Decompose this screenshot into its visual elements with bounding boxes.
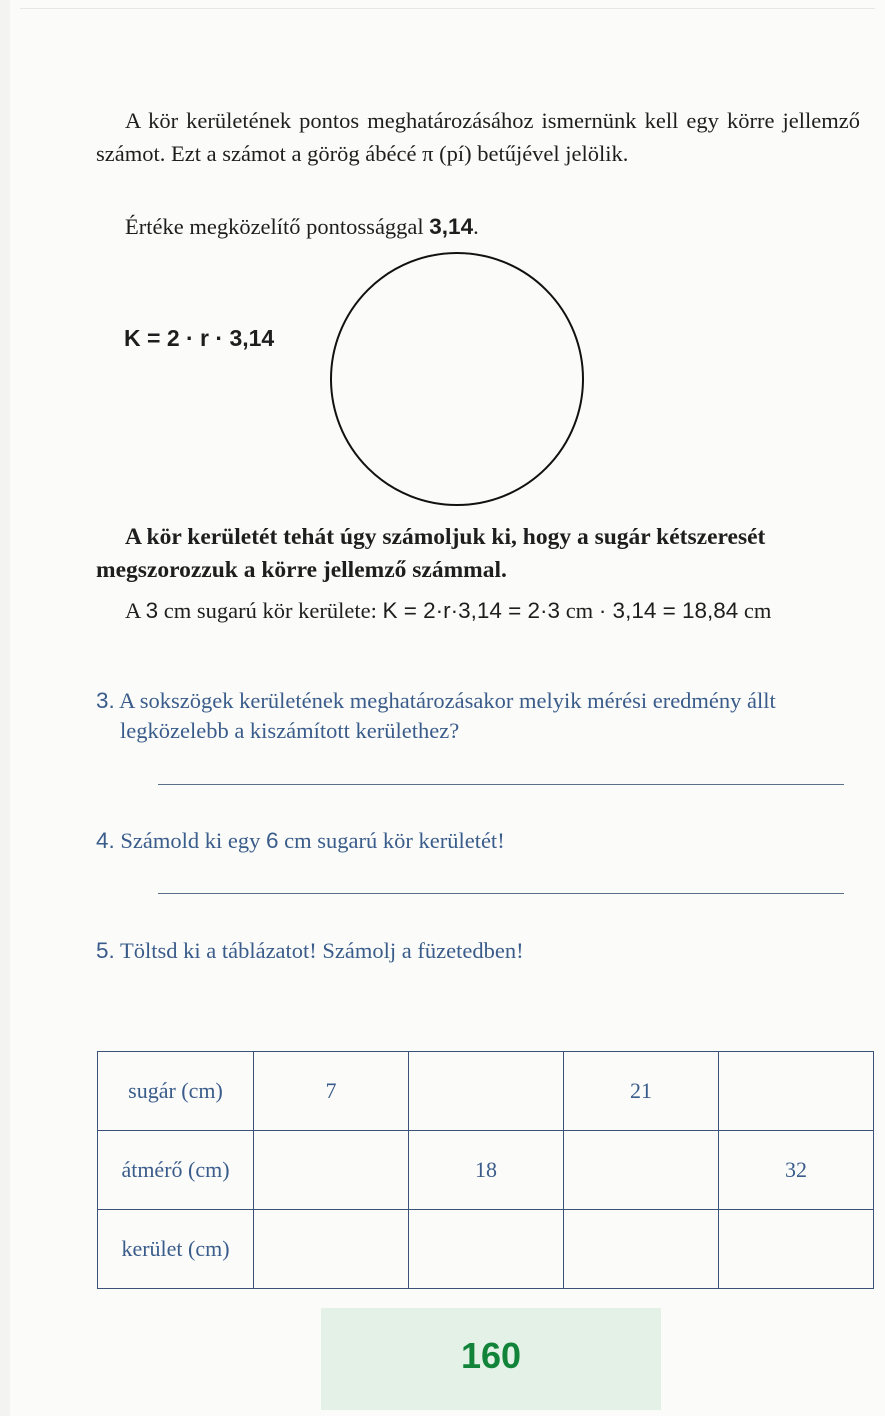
example-unit-1: cm	[565, 598, 594, 623]
table-cell[interactable]	[564, 1210, 719, 1289]
row-label-radius: sugár (cm)	[98, 1052, 254, 1131]
task-5	[96, 936, 856, 966]
task-4-text-pre: Számold ki egy	[120, 828, 261, 853]
example-calc-1: K = 2·r·3,14 = 2·3	[382, 598, 561, 623]
row-label-diameter: átmérő (cm)	[98, 1131, 254, 1210]
intro-paragraph: A kör kerületének pontos meghatározásához ismernünk kell egy körre jellemző számot. Ezt a számot a görög ábécé π (pí) betűjével jelölik.	[96, 108, 860, 166]
worked-example	[125, 594, 771, 627]
page-number-box	[321, 1308, 661, 1410]
table-cell[interactable]	[409, 1052, 564, 1131]
task-4-number: 4.	[96, 828, 115, 853]
task-4	[96, 826, 856, 856]
page-edge-shade	[0, 0, 10, 1416]
table-row	[98, 1052, 874, 1131]
example-unit-2: cm	[743, 598, 772, 623]
pi-value-line	[125, 210, 885, 243]
page-number: 160	[460, 1335, 522, 1376]
table-row	[98, 1210, 874, 1289]
table-cell[interactable]: 7	[254, 1052, 409, 1131]
task-4-radius: 6	[266, 828, 279, 853]
table-cell[interactable]: 32	[719, 1131, 874, 1210]
pi-value-end: .	[473, 214, 479, 239]
task-4-text-post: cm sugarú kör kerületét!	[284, 828, 505, 853]
table-row	[98, 1131, 874, 1210]
task-5-number: 5.	[96, 938, 115, 963]
task-5-text: Töltsd ki a táblázatot! Számolj a füzetedben!	[119, 938, 524, 963]
circumference-formula: K = 2 · r · 3,14	[124, 325, 275, 351]
row-label-circumference: kerület (cm)	[98, 1210, 254, 1289]
task-3-answer-line[interactable]	[158, 784, 844, 785]
task-3-text-line1: A sokszögek kerületének meghatározásakor melyik mérési eredmény állt	[119, 688, 776, 713]
table-cell[interactable]	[719, 1052, 874, 1131]
task-3-text-line2: legközelebb a kiszámított kerülethez?	[120, 718, 460, 743]
example-calc-2: · 3,14 = 18,84	[598, 598, 739, 623]
table-cell[interactable]	[719, 1210, 874, 1289]
top-rule	[20, 8, 875, 9]
example-radius: 3	[145, 598, 159, 623]
task-4-answer-line[interactable]	[158, 893, 844, 894]
pi-value: 3,14	[429, 214, 474, 239]
task-3-number: 3.	[96, 688, 115, 713]
table-cell[interactable]	[564, 1131, 719, 1210]
table-cell[interactable]	[254, 1131, 409, 1210]
circle-table	[97, 1051, 874, 1289]
table-cell[interactable]: 18	[409, 1131, 564, 1210]
table-cell[interactable]	[254, 1210, 409, 1289]
example-prefix: A	[125, 598, 141, 623]
example-text: cm sugarú kör kerülete:	[163, 598, 377, 623]
task-3	[96, 686, 856, 746]
pi-value-label: Értéke megközelítő pontossággal	[125, 214, 424, 239]
table-cell[interactable]: 21	[564, 1052, 719, 1131]
circumference-rule: A kör kerületét tehát úgy számoljuk ki, hogy a sugár kétszeresét megszorozzuk a körre jellemző számmal.	[96, 524, 766, 583]
table-cell[interactable]	[409, 1210, 564, 1289]
circle-figure	[330, 252, 584, 506]
